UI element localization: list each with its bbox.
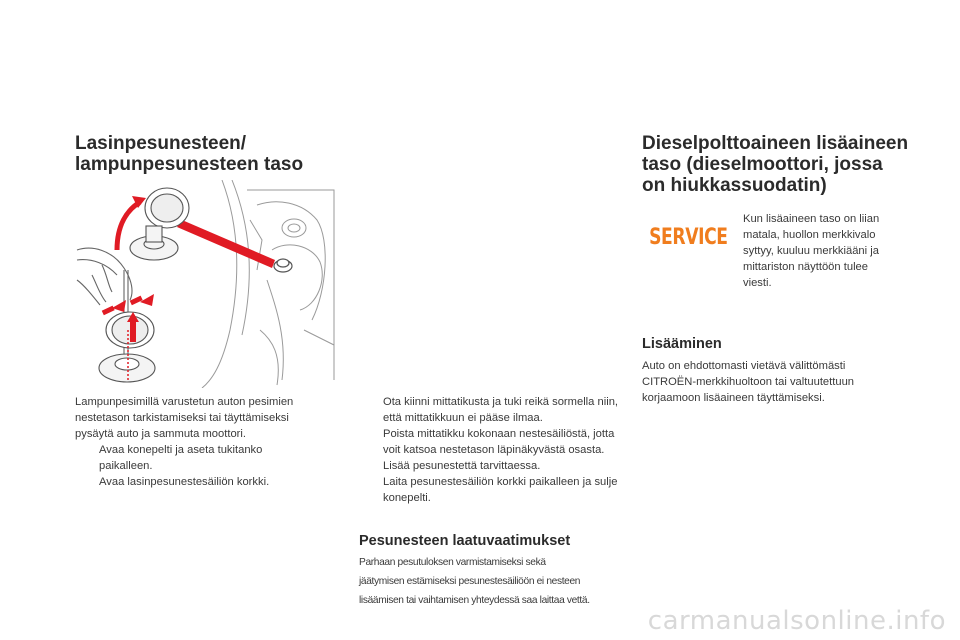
service-warning-icon <box>648 222 728 252</box>
service-label: SERVICE <box>648 224 728 250</box>
adding-subtitle: Lisääminen <box>642 336 722 352</box>
pointer-arrow-icon <box>177 220 275 268</box>
watermark: carmanualsonline.info <box>647 606 946 636</box>
list-item: Laita pesunestesäiliön korkki paikalleen ja sulje konepelti. <box>383 476 618 504</box>
left-title <box>75 133 303 175</box>
quality-subtitle: Pesunesteen laatuvaatimukset <box>359 533 571 549</box>
left-title-line2: lampunpesunesteen taso <box>75 154 304 175</box>
warning-text: Kun lisäaineen taso on liian matala, huollon merkkivalo syttyy, kuuluu merkkiääni ja mittariston näyttöön tulee viesti. <box>743 213 880 289</box>
right-title: Dieselpolttoaineen lisäaineen taso (dieselmoottori, jossa on hiukkassuodatin) <box>642 133 909 196</box>
quality-text: Parhaan pesutuloksen varmistamiseksi sekä jäätymisen estämiseksi pesunestesäiliöön ei nesteen lisäämisen tai vaihtamisen yhteydessä saa laittaa vettä. <box>359 557 590 606</box>
list-item: Ota kiinni mittatikusta ja tuki reikä sormella niin, että mittatikkuun ei pääse ilmaa. <box>383 396 619 424</box>
list-item: Avaa konepelti ja aseta tukitanko paikalleen. <box>99 444 263 472</box>
list-item: Poista mittatikku kokonaan nestesäiliöstä, jotta voit katsoa nestetason läpinäkyvästä osasta. <box>383 428 615 456</box>
middle-steps <box>359 394 619 506</box>
washer-reservoir-illustration <box>72 180 338 388</box>
left-intro: Lampunpesimillä varustetun auton pesimien nestetason tarkistamiseksi tai täyttämiseksi pysäytä auto ja sammuta moottori. <box>75 396 294 440</box>
list-item: Lisää pesunestettä tarvittaessa. <box>383 460 541 472</box>
adding-text: Auto on ehdottomasti vietävä välittömästi CITROËN-merkkihuoltoon tai valtuutettuun korjaamoon lisäaineen täyttämiseksi. <box>642 360 855 404</box>
left-title-line1: Lasinpesunesteen/ <box>75 133 247 154</box>
left-steps <box>75 442 315 490</box>
list-item: Avaa lasinpesunestesäiliön korkki. <box>99 476 270 488</box>
